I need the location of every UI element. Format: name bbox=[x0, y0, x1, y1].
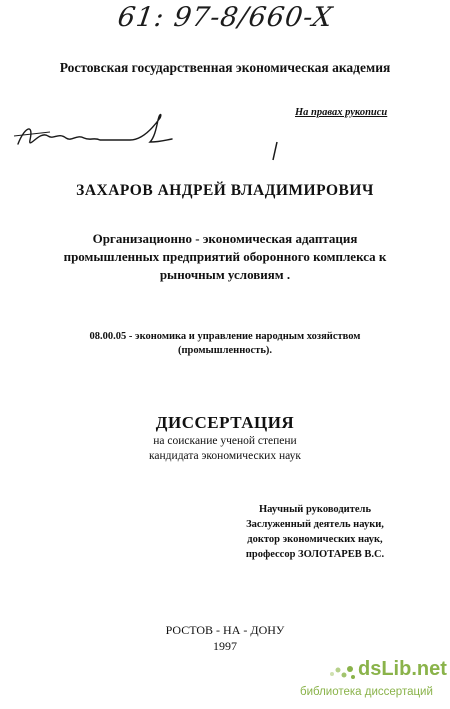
place-and-year bbox=[0, 622, 450, 654]
supervisor-line: доктор экономических наук, bbox=[247, 534, 383, 545]
supervisor-line: профессор ЗОЛОТАРЕВ В.С. bbox=[245, 549, 385, 560]
specialty-line: 08.00.05 - экономика и управление народным хозяйством bbox=[89, 331, 361, 342]
year: 1997 bbox=[213, 639, 237, 653]
manuscript-rights-note: На правах рукописи bbox=[295, 107, 388, 118]
title-line: рыночным условиям . bbox=[159, 267, 291, 282]
dslib-watermark bbox=[300, 658, 445, 706]
degree-line: кандидата экономических наук bbox=[149, 450, 301, 462]
tick-mark bbox=[270, 140, 280, 162]
dissertation-heading: ДИССЕРТАЦИЯ bbox=[155, 413, 295, 432]
title-line: промышленных предприятий оборонного комплекса к bbox=[63, 249, 387, 264]
watermark-subtitle: библиотека диссертаций bbox=[300, 686, 433, 698]
supervisor-line: Научный руководитель bbox=[259, 504, 371, 515]
degree-line: на соискание ученой степени bbox=[153, 435, 297, 447]
dots-icon bbox=[328, 662, 356, 682]
dissertation-title bbox=[40, 230, 410, 284]
specialty-code bbox=[60, 330, 390, 358]
specialty-line: (промышленность). bbox=[177, 345, 273, 356]
title-line: Организационно - экономическая адаптация bbox=[92, 231, 358, 246]
institution-name: Ростовская государственная экономическая академия bbox=[59, 60, 391, 75]
author-name: ЗАХАРОВ АНДРЕЙ ВЛАДИМИРОВИЧ bbox=[76, 182, 374, 199]
city: РОСТОВ - НА - ДОНУ bbox=[165, 623, 285, 637]
author-signature bbox=[10, 110, 180, 158]
archive-number-handwritten: 61: 97-8/660-X bbox=[115, 2, 335, 33]
watermark-logo: dsLib.net bbox=[358, 658, 447, 680]
degree-description bbox=[0, 434, 450, 464]
scientific-supervisor bbox=[215, 502, 415, 562]
supervisor-line: Заслуженный деятель науки, bbox=[246, 519, 384, 530]
